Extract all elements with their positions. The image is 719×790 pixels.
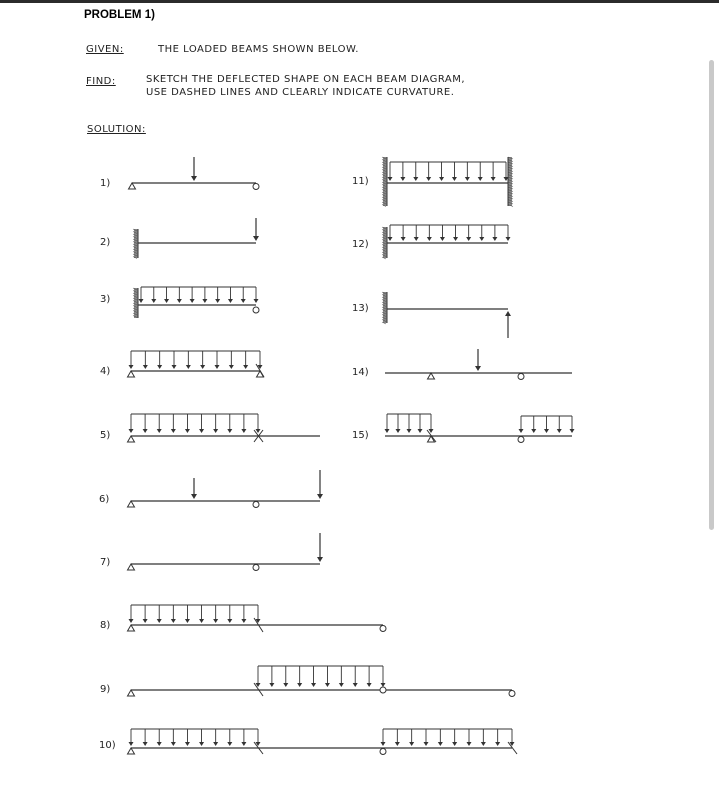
arrow-head [297,683,302,687]
arrow-head [427,237,432,241]
pin-support [128,371,135,377]
arrow-head [213,619,218,623]
beam-11 [382,157,513,207]
arrow-head [200,365,205,369]
arrow-head [325,683,330,687]
arrow-head [191,176,197,181]
arrow-head [241,619,246,623]
beam-label-3: 3) [100,294,111,305]
given-label: GIVEN: [86,44,124,55]
arrow-head [495,742,500,746]
arrow-head [172,365,177,369]
arrow-head [143,619,148,623]
beam-label-14: 14) [352,367,369,378]
arrow-head [269,683,274,687]
beam-2 [133,218,259,259]
solution-label: SOLUTION: [87,124,146,135]
given-text: THE LOADED BEAMS SHOWN BELOW. [158,44,359,55]
arrow-head [381,683,386,687]
arrow-head [440,237,445,241]
arrow-head [241,742,246,746]
arrow-head [407,429,412,433]
arrow-head [199,429,204,433]
arrow-head [241,299,246,303]
arrow-head [171,742,176,746]
arrow-head [283,683,288,687]
arrow-head [157,429,162,433]
arrow-head [438,742,443,746]
arrow-head [202,299,207,303]
arrow-head [129,742,134,746]
arrow-head [388,177,393,181]
arrow-head [465,177,470,181]
arrow-head [424,742,429,746]
arrow-head [139,299,144,303]
arrow-head [199,742,204,746]
beam-label-10: 10) [99,740,116,751]
pin-support [428,373,435,379]
beam-label-4: 4) [100,366,111,377]
arrow-head [143,429,148,433]
arrow-head [177,299,182,303]
arrow-head [227,429,232,433]
pin-support [128,748,135,754]
beam-label-7: 7) [100,557,111,568]
roller-support [518,374,524,380]
arrow-head [396,429,401,433]
beam-14 [385,349,572,380]
beam-label-12: 12) [352,239,369,250]
beam-label-1: 1) [100,178,111,189]
arrow-head [478,177,483,181]
arrow-head [505,311,511,316]
arrow-head [253,236,259,241]
beam-1 [129,157,260,190]
beam-label-5: 5) [100,430,111,441]
pin-support [129,183,136,189]
arrow-head [164,299,169,303]
beam-label-15: 15) [352,430,369,441]
arrow-head [409,742,414,746]
arrow-head [151,299,156,303]
arrow-head [228,299,233,303]
arrow-head [186,365,191,369]
arrow-head [129,365,134,369]
arrow-head [519,429,524,433]
roller-support [509,691,515,697]
arrow-head [544,429,549,433]
find-label: FIND: [86,76,116,87]
arrow-head [401,237,406,241]
pin-support [128,436,135,442]
beam-7 [128,533,324,571]
beam-label-8: 8) [100,620,111,631]
arrow-head [353,683,358,687]
pin-support [128,690,135,696]
beam-9 [128,666,516,697]
beam-label-9: 9) [100,684,111,695]
beam-label-13: 13) [352,303,369,314]
arrow-head [367,683,372,687]
arrow-head [227,742,232,746]
problem-title: PROBLEM 1) [84,9,155,21]
arrow-head [215,365,220,369]
beam-6 [128,470,324,508]
internal-hinge [380,687,386,693]
arrow-head [388,237,393,241]
arrow-head [426,177,431,181]
arrow-head [385,429,390,433]
arrow-head [171,429,176,433]
beam-label-2: 2) [100,237,111,248]
beam-13 [382,292,511,338]
find-line-1: SKETCH THE DEFLECTED SHAPE ON EACH BEAM DIAGRAM, [146,74,466,85]
arrow-head [491,177,496,181]
roller-support [253,184,259,190]
arrow-head [243,365,248,369]
arrow-head [466,237,471,241]
beam-5 [128,414,321,442]
arrow-head [157,742,162,746]
arrow-head [143,742,148,746]
arrow-head [339,683,344,687]
arrow-head [531,429,536,433]
arrow-head [227,619,232,623]
arrow-head [311,683,316,687]
beam-10 [128,729,518,755]
arrow-head [400,177,405,181]
arrow-head [190,299,195,303]
arrow-head [215,299,220,303]
find-line-2: USE DASHED LINES AND CLEARLY INDICATE CURVATURE. [146,87,455,98]
arrow-head [185,429,190,433]
beam-4 [128,351,265,377]
beam-12 [382,225,511,259]
pin-support [128,501,135,507]
arrow-head [439,177,444,181]
arrow-head [191,494,197,499]
arrow-head [453,237,458,241]
fixed-support [134,229,138,258]
arrow-head [254,299,259,303]
arrow-head [481,742,486,746]
arrow-head [475,366,481,371]
arrow-head [185,619,190,623]
roller-support [380,626,386,632]
arrow-head [129,619,134,623]
arrow-head [317,494,323,499]
roller-support [380,749,386,755]
arrow-head [185,742,190,746]
beam-8 [128,605,387,632]
pin-support [128,564,135,570]
roller-support [253,565,259,571]
arrow-head [241,429,246,433]
beam-label-11: 11) [352,176,369,187]
arrow-head [143,365,148,369]
arrow-head [317,557,323,562]
roller-support [253,502,259,508]
arrow-head [157,365,162,369]
arrow-head [492,237,497,241]
roller-support [518,437,524,443]
pin-support [128,625,135,631]
arrow-head [381,742,386,746]
arrow-head [452,177,457,181]
arrow-head [213,429,218,433]
arrow-head [467,742,472,746]
beam-3 [133,287,259,318]
arrow-head [557,429,562,433]
arrow-head [479,237,484,241]
beam-label-6: 6) [99,494,110,505]
arrow-head [129,429,134,433]
arrow-head [157,619,162,623]
arrow-head [395,742,400,746]
arrow-head [199,619,204,623]
internal-hinge [253,307,259,313]
arrow-head [413,177,418,181]
arrow-head [506,237,511,241]
arrow-head [171,619,176,623]
arrow-head [414,237,419,241]
arrow-head [213,742,218,746]
beam-15 [385,414,575,443]
arrow-head [570,429,575,433]
arrow-head [452,742,457,746]
arrow-head [229,365,234,369]
arrow-head [418,429,423,433]
